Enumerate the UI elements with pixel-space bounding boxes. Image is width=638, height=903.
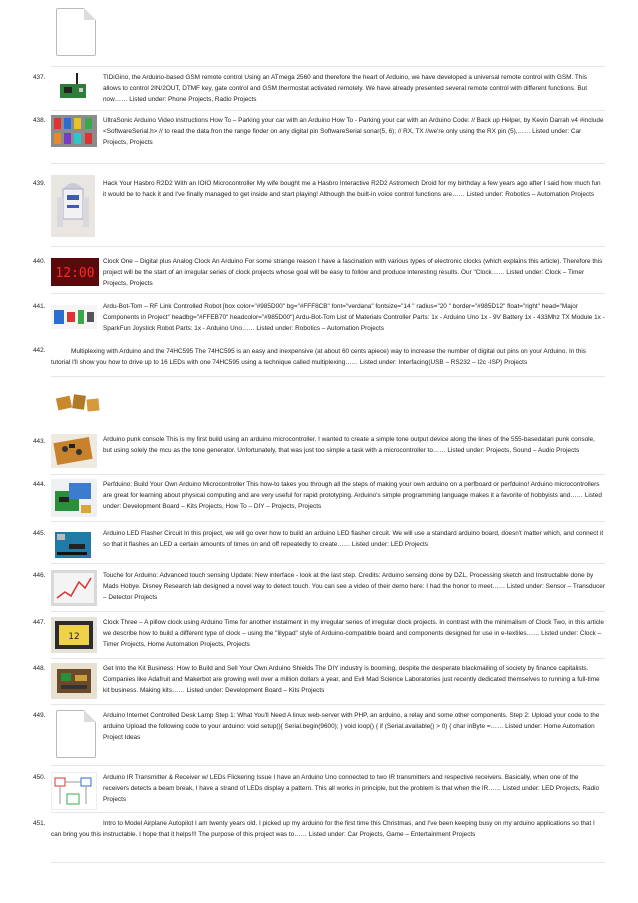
item-number: 437. <box>33 74 46 81</box>
separator <box>51 521 605 522</box>
item-number: 446. <box>33 572 46 579</box>
svg-text:12:00: 12:00 <box>55 266 95 281</box>
item-number: 449. <box>33 712 46 719</box>
touche-icon <box>51 570 97 606</box>
item-text[interactable]: Arduino Internet Controlled Desk Lamp Step 1: What You'll Need A linux web-server with PHP, an arduino, a relay and some other components. Step 2: Upload your code to the arduino Upload the following code to your arduino: void setup(){ Serial.begin(9600); } void loop() { if (Serial.available() > 0) { char inByte =…… Listed under: Home Automation Project Ideas <box>103 712 600 742</box>
led-clock-icon <box>51 258 99 286</box>
separator <box>51 862 605 863</box>
separator <box>51 110 605 111</box>
item-number: 438. <box>33 117 46 124</box>
item-text[interactable]: Ardu-Bot-Tom – RF Link Controlled Robot [box color="#985D00" bg="#FFF8CB" font="verdana" fontsize="14 " radius="20 " border="#985D12" float="right" head="Major Components in Project" headbg="#FFEB70" headcolor="#985D00"] Ardu-Bot-Tom List of Materials Controller Parts: 1x - Arduino Uno 1x - 9V Battery 1x - 433Mhz TX Module 1x - SparkFun Joystick Robot Parts: 1x - Arduino Uno…… Listed under: Robotics – Automation Projects <box>103 303 605 333</box>
item-text[interactable]: Get Into the Kit Business: How to Build and Sell Your Own Arduino Shields The DIY industry is booming, despite the desperate blackmailing of society by finance capitalists. Companies like Adafruit and Makerbot are growing well over a million dollars a year, and Evil Mad Science Laboratories just recently dedicated themselves to running a full-time kit business. Making kits…… Listed under: Development Board – Kits Projects <box>103 665 600 695</box>
item-number: 451. <box>33 820 46 827</box>
separator <box>51 163 605 164</box>
item-text[interactable]: TIDiGino, the Arduino-based GSM remote control Using an ATmega 2560 and therefore the heart of Arduino, we have developed a universal remote control with GSM. This allows to control 2IN/2OUT, DTMF key, gate control and GSM thermostat activated remotely. We have already presented several remote control with different functions. But now…… Listed under: Phone Projects, Radio Projects <box>103 74 588 104</box>
item-number: 444. <box>33 481 46 488</box>
separator <box>51 246 605 247</box>
separator <box>51 563 605 564</box>
arduino-board-icon <box>51 528 97 562</box>
item-text[interactable]: Arduino punk console This is my first build using an arduino microcontroller. I wanted to create a simple tone output device along the lines of the 555-basedatari punk console, but using solely the mcu as the tone generator. Unfortunately, that was just too simple a task with a microcontroller to…… Listed under: Projects, Sound – Audio Projects <box>103 436 595 455</box>
item-number: 448. <box>33 665 46 672</box>
separator <box>51 765 605 766</box>
item-number: 445. <box>33 530 46 537</box>
item-number: 440. <box>33 258 46 265</box>
item-text[interactable]: Clock Three – A pillow clock using Arduino Time for another instalment in my irregular series of irregular clock projects. In contrast with the minimalism of Clock Two, in this article we describe how to build a different type of clock – using the "lilypad" style of Arduino-compatible board and components designed for use in e-textiles…… Listed under: Clock – Timer Projects, Home Automation Projects, Projects <box>103 619 604 649</box>
item-number: 441. <box>33 303 46 310</box>
separator <box>51 474 605 475</box>
separator <box>51 376 605 377</box>
item-number: 443. <box>33 438 46 445</box>
ir-schematic-icon <box>51 772 97 810</box>
document-icon <box>56 8 96 56</box>
svg-text:12: 12 <box>68 632 80 642</box>
item-text[interactable]: Clock One – Digital plus Analog Clock An Arduino For some strange reason I have a fascination with various types of electronic clocks (which explains this article). Therefore this project will be the start of an irregular series of clock projects whose goal will be easy to follow and produce interesting results. Our "Clock…… Listed under: Clock – Timer Projects, Projects <box>103 258 603 288</box>
item-text[interactable]: Intro to Model Airplane Autopilot I am twenty years old. I picked up my arduino for the first time this Christmas, and I've been keeping busy on my arduino applications so that I can bring you this instructable. I hope that it helps!!! The purpose of this project was to…… Listed under: Car Projects, Game – Entertainment Projects <box>51 820 595 839</box>
item-text[interactable]: Touche for Arduino: Advanced touch sensing Update: New interface - look at the last step. Credits: Arduino sensing done by DZL, Processing sketch and Instructable done by Mads Hobye. Disney Research lab designed a novel way to detect touch. You can see a video of their demo here: I had the honor to meet…… Listed under: Sensor – Transducer – Detector Projects <box>103 572 605 602</box>
item-number: 447. <box>33 619 46 626</box>
item-text[interactable]: Arduino IR Transmitter & Receiver w/ LEDs Flickering Issue I have an Arduino Uno connected to two IR transmitters and respective receivers. Basically, when one of the receivers detects a beam break, I have a strand of LEDs display a pattern. This all works in principle, but the problem is that when the IR…… Listed under: LED Projects, Radio Projects <box>103 774 600 804</box>
item-text[interactable]: Arduino LED Flasher Circuit In this project, we will go over how to build an arduino LED flasher circuit. We will use a standard arduino board, doesn't matter which, and connect it so that it flashes an LED a certain amounts of times on and off repeatedly to create…… Listed under: LED Projects <box>103 530 604 549</box>
separator <box>51 704 605 705</box>
separator <box>51 66 605 67</box>
separator <box>51 611 605 612</box>
item-number: 442. <box>33 347 46 354</box>
chips-icon <box>53 391 103 417</box>
robot-icon <box>51 175 95 237</box>
shield-kit-icon <box>51 663 97 699</box>
parking-cars-icon <box>51 115 97 147</box>
separator <box>51 658 605 659</box>
separator <box>51 293 605 294</box>
document-icon <box>56 710 96 758</box>
separator <box>51 812 605 813</box>
components-icon <box>51 305 97 329</box>
item-number: 439. <box>33 180 46 187</box>
item-number: 450. <box>33 774 46 781</box>
perfboard-icon <box>51 479 97 517</box>
item-text[interactable]: Hack Your Hasbro R2D2 With an IOIO Microcontroller My wife bought me a Hasbro Interactive R2D2 Astromech Droid for my birthday a few years ago after I said how much fun it would be to hack it and I've finally managed to get inside and start playing! Although the built-in voice control functions are…… Listed under: Robotics – Automation Projects <box>103 180 601 199</box>
punk-console-icon <box>51 434 97 468</box>
item-text[interactable]: UltraSonic Arduino Video instructions How To – Parking your car with an Arduino How To - Parking your car with an Arduino Code: // Back up Helper, by Kevin Darrah v4 #include <SoftwareSerial.h> // to read the data fron the range finder on any digital pin SoftwareSerial sonar(5, 6); // RX, TX //we're only using the RX pin (5),…… Listed under: Car Projects, Projects <box>103 117 604 147</box>
item-text[interactable]: Perfduino: Build Your Own Arduino Microcontroller This how-to takes you through all the steps of making your own arduino on a perfboard or perfduino! Arduino microcontrollers are great for learning about physical computing and are very useful for rapid prototyping. Arduino's simple programming language makes it a favorite of hobbyists and…… Listed under: Development Board – Kits Projects, How To – DIY – Projects, Projects <box>103 481 602 511</box>
item-text[interactable]: Multiplexing with Arduino and the 74HC595 The 74HC595 is an easy and inexpensive (at about 60 cents apiece) way to increase the number of digital out pins on your Arduino. In this tutorial I'll show you how to drive up to 16 LEDs with one 74HC595 using a technique called multiplexing…… Listed under: Interfacing(USB – RS232 – I2c -ISP) Projects <box>51 348 586 367</box>
pillow-clock-icon <box>51 617 97 653</box>
gsm-board-icon <box>51 72 96 102</box>
